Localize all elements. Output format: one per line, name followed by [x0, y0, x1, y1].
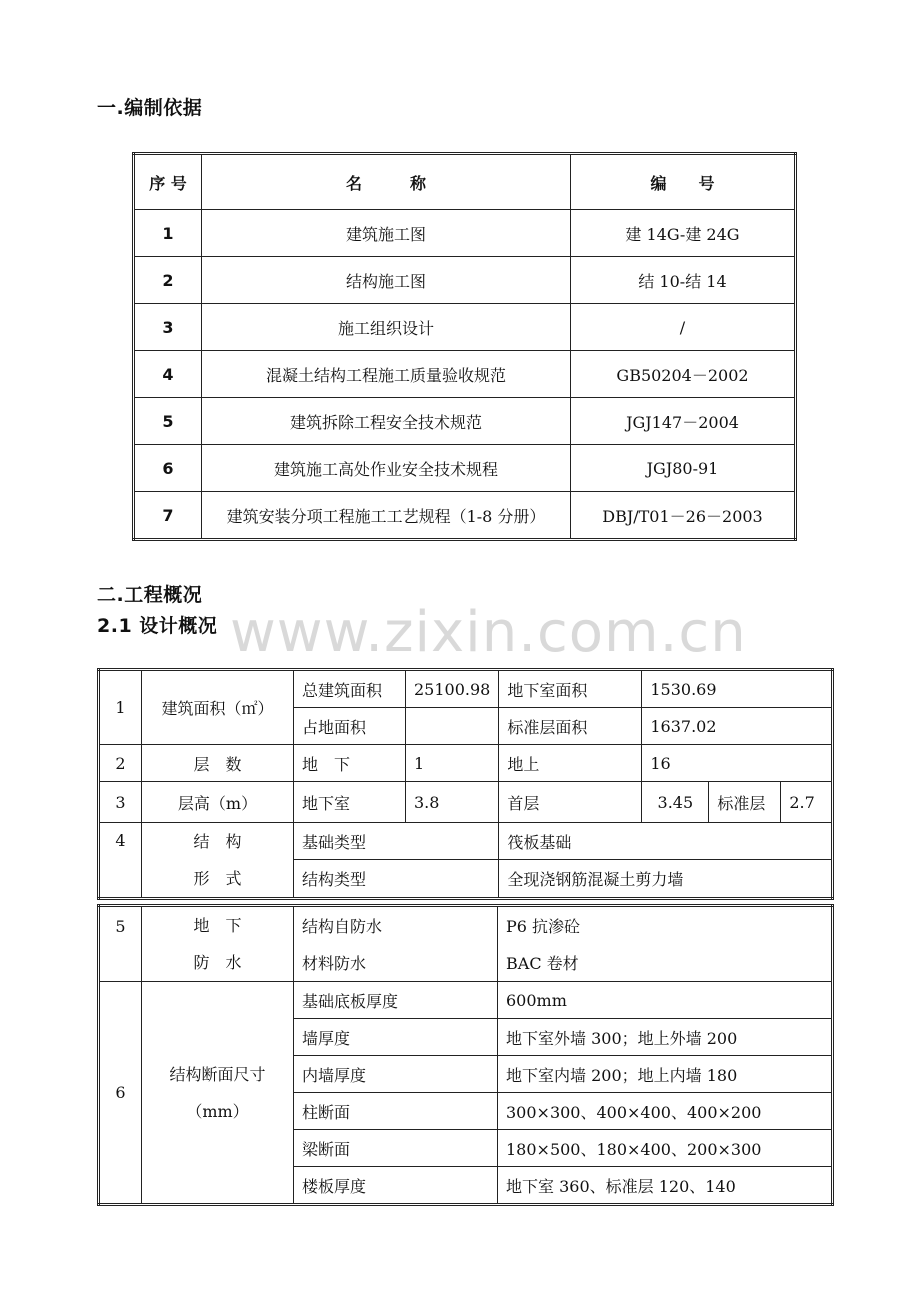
cell-key: 标准层: [709, 782, 781, 823]
row-label: [142, 906, 294, 982]
cell-key: 结构自防水: [294, 906, 498, 945]
row-no: 6: [134, 445, 202, 492]
cell-value: 地下室 360、标准层 120、140: [498, 1167, 833, 1205]
table-row: [134, 351, 796, 398]
row-code: DBJ/T01－26－2003: [571, 492, 796, 540]
cell-value: 筏板基础: [499, 823, 833, 860]
label-line: 结构断面尺寸: [169, 1064, 266, 1084]
cell-key: 地上: [499, 745, 642, 782]
label-line: 结 构: [193, 832, 242, 851]
row-label: 层 数: [142, 745, 294, 782]
cell-key: 首层: [499, 782, 642, 823]
design-table: [97, 668, 834, 900]
table-row: [99, 670, 833, 708]
row-name: 建筑安装分项工程施工工艺规程（1-8 分册）: [202, 492, 571, 540]
row-name: 建筑施工图: [202, 210, 571, 257]
cell-key: 基础底板厚度: [294, 982, 498, 1019]
row-name: 建筑施工高处作业安全技术规程: [202, 445, 571, 492]
cell-key: 地 下: [294, 745, 406, 782]
label-line: 地 下: [193, 916, 242, 935]
cell-key: 地下室面积: [499, 670, 642, 708]
row-name: 混凝土结构工程施工质量验收规范: [202, 351, 571, 398]
table-row: [134, 210, 796, 257]
cell-value: 1637.02: [642, 708, 833, 745]
table-row: [134, 257, 796, 304]
table-row: [134, 304, 796, 351]
cell-key: 结构类型: [294, 860, 499, 899]
cell-value: 300×300、400×400、400×200: [498, 1093, 833, 1130]
cell-value: 600mm: [498, 982, 833, 1019]
section-title-basis: 一.编制依据: [97, 97, 203, 119]
cell-value: 25100.98: [406, 670, 499, 708]
row-code: GB50204－2002: [571, 351, 796, 398]
label-line: （mm）: [186, 1101, 249, 1121]
row-no: 6: [99, 982, 142, 1205]
row-no: 4: [134, 351, 202, 398]
row-no: 4: [99, 823, 142, 899]
cell-value: 1530.69: [642, 670, 833, 708]
row-no: 3: [134, 304, 202, 351]
cell-key: 总建筑面积: [294, 670, 406, 708]
cell-key: 墙厚度: [294, 1019, 498, 1056]
label-line: 形 式: [193, 869, 242, 888]
section-title-overview: 二.工程概况: [97, 584, 203, 606]
row-label: 层高（m）: [142, 782, 294, 823]
cell-value: 16: [642, 745, 833, 782]
row-no: 1: [99, 670, 142, 745]
row-no: 3: [99, 782, 142, 823]
row-name: 施工组织设计: [202, 304, 571, 351]
cell-value: 地下室内墙 200；地上内墙 180: [498, 1056, 833, 1093]
row-code: JGJ80-91: [571, 445, 796, 492]
cell-value: 地下室外墙 300；地上外墙 200: [498, 1019, 833, 1056]
cell-key: 占地面积: [294, 708, 406, 745]
row-label: [142, 982, 294, 1205]
subsection-title-design: 2.1 设计概况: [97, 615, 218, 637]
cell-value: 2.7: [781, 782, 833, 823]
cell-value: 1: [406, 745, 499, 782]
table-row: [99, 906, 833, 945]
row-no: 2: [99, 745, 142, 782]
cell-key: 内墙厚度: [294, 1056, 498, 1093]
row-no: 5: [134, 398, 202, 445]
row-code: 结 10-结 14: [571, 257, 796, 304]
row-label: [142, 823, 294, 899]
cell-key: 梁断面: [294, 1130, 498, 1167]
table-header-row: [134, 154, 796, 210]
row-no: 2: [134, 257, 202, 304]
cell-key: 柱断面: [294, 1093, 498, 1130]
cell-key: 标准层面积: [499, 708, 642, 745]
cell-key: 楼板厚度: [294, 1167, 498, 1205]
basis-table: [132, 152, 797, 541]
header-no: 序 号: [134, 154, 202, 210]
header-name: 名 称: [202, 154, 571, 210]
row-code: /: [571, 304, 796, 351]
table-row: [99, 823, 833, 860]
cell-key: 材料防水: [294, 944, 498, 982]
table-row: [99, 745, 833, 782]
row-label: 建筑面积（㎡）: [142, 670, 294, 745]
cell-value: [406, 708, 499, 745]
cell-value: 3.8: [406, 782, 499, 823]
table-row: [134, 445, 796, 492]
cell-key: 地下室: [294, 782, 406, 823]
design-table-continued: [97, 904, 834, 1206]
table-row: [99, 982, 833, 1019]
row-no: 7: [134, 492, 202, 540]
cell-key: 基础类型: [294, 823, 499, 860]
cell-value: 180×500、180×400、200×300: [498, 1130, 833, 1167]
table-row: [99, 782, 833, 823]
row-name: 建筑拆除工程安全技术规范: [202, 398, 571, 445]
header-code: 编 号: [571, 154, 796, 210]
cell-value: 全现浇钢筋混凝土剪力墙: [499, 860, 833, 899]
row-code: 建 14G-建 24G: [571, 210, 796, 257]
table-row: [134, 492, 796, 540]
row-name: 结构施工图: [202, 257, 571, 304]
row-no: 1: [134, 210, 202, 257]
cell-value: P6 抗渗砼: [498, 906, 833, 945]
row-code: JGJ147－2004: [571, 398, 796, 445]
table-row: [134, 398, 796, 445]
label-line: 防 水: [193, 953, 242, 972]
row-no: 5: [99, 906, 142, 982]
watermark: www.zixin.com.cn: [230, 600, 747, 665]
cell-value: BAC 卷材: [498, 944, 833, 982]
cell-value: 3.45: [642, 782, 709, 823]
